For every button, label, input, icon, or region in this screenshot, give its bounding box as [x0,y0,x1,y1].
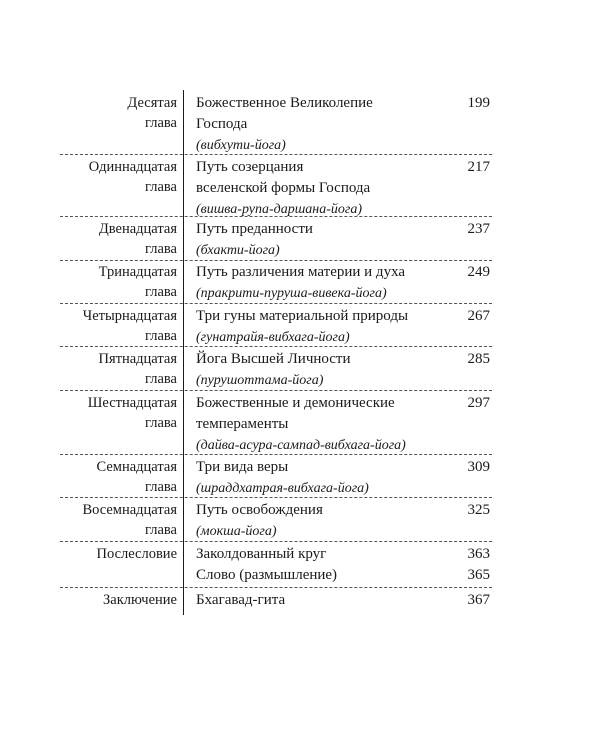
dashed-separator [60,303,492,304]
entry-title[interactable]: Три вида веры (шраддхатрая-вибхага-йога) [196,459,369,496]
entry-title[interactable]: Йога Высшей Личности (пурушоттама-йога) [196,351,351,388]
chapter-label: Пятнадцатая глава [98,351,177,387]
chapter-label: Заключение [103,592,177,608]
page-number: 285 [467,351,490,367]
page-number: 367 [467,592,490,608]
page-number: 363 365 [467,546,490,583]
page-number: 325 [467,502,490,518]
dashed-separator [60,216,492,217]
dashed-separator [60,346,492,347]
entry-title[interactable]: Три гуны материальной природы (гунатрайя-вибхага-йога) [196,308,409,345]
dashed-separator [60,390,492,391]
chapter-label: Шестнадцатая глава [87,395,177,431]
entry-title[interactable]: Путь преданности (бхакти-йога) [196,221,313,258]
vertical-divider [183,90,184,615]
page-number: 237 [467,221,490,237]
page-number: 309 [467,459,490,475]
chapter-label: Десятая глава [127,95,177,131]
page-number: 297 [467,395,490,411]
entry-title[interactable]: Путь различения материи и духа (пракрити-пуруша-вивека-йога) [196,264,406,301]
entry-title[interactable]: Путь освобождения (мокша-йога) [196,502,323,539]
entry-title[interactable]: Бхагавад-гита [196,592,286,608]
dashed-separator [60,497,492,498]
dashed-separator [60,154,492,155]
dashed-separator [60,587,492,588]
page-number: 217 [467,159,490,175]
dashed-separator [60,541,492,542]
entry-title[interactable]: Божественное Великолепие Господа (вибхути-йога) [196,95,373,153]
dashed-separator [60,454,492,455]
chapter-label: Семнадцатая глава [96,459,177,495]
page-number: 199 [467,95,490,111]
page-number: 267 [467,308,490,324]
dashed-separator [60,260,492,261]
chapter-label: Восемнадцатая глава [82,502,177,538]
chapter-label: Одиннадцатая глава [88,159,177,195]
entry-title[interactable]: Заколдованный круг Слово (размышление) [196,546,338,583]
page-number: 249 [467,264,490,280]
entry-title[interactable]: Божественные и демонические темпераменты (дайва-асура-сампад-вибхага-йога) [196,395,406,453]
chapter-label: Двенадцатая глава [98,221,177,257]
chapter-label: Послесловие [96,546,177,562]
entry-title[interactable]: Путь созерцания вселенской формы Господа (вишва-рупа-даршана-йога) [196,159,371,217]
chapter-label: Четырнадцатая глава [82,308,177,344]
chapter-label: Тринадцатая глава [98,264,177,300]
